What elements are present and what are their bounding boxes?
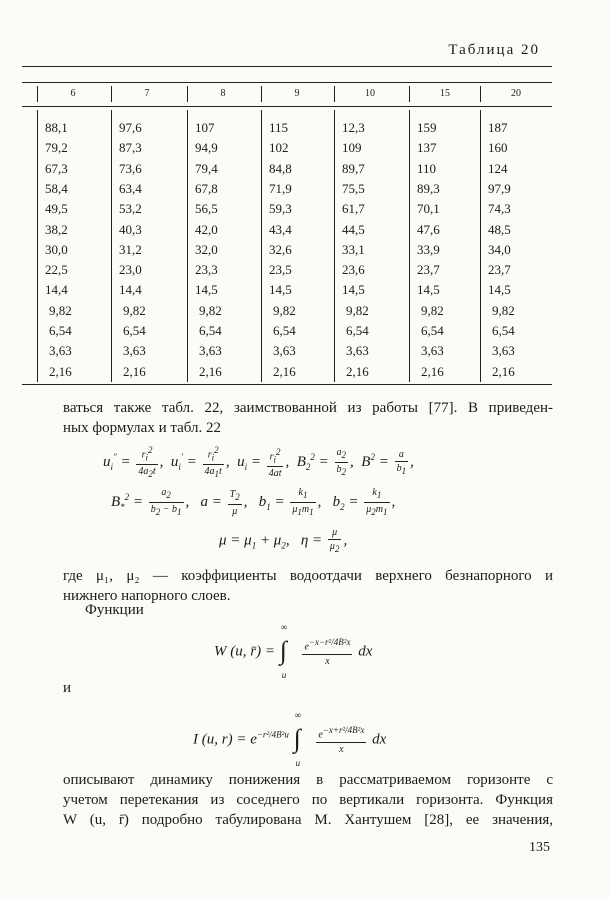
table-cell: 22,5 xyxy=(45,262,68,278)
paragraph-3 xyxy=(63,770,553,830)
column-rule xyxy=(261,86,262,102)
table-cell: 87,3 xyxy=(119,140,142,156)
table-cell: 9,82 xyxy=(199,302,222,318)
table-cell: 12,3 xyxy=(342,120,365,135)
table-cell: 3,63 xyxy=(273,343,296,359)
column-rule xyxy=(37,86,38,102)
table-cell: 124 xyxy=(488,160,508,176)
table-cell: 14,5 xyxy=(488,282,511,298)
paragraph-3-line-2: учетом перетекания из соседнего по вертикали горизонта. Функция xyxy=(63,792,553,808)
column-rule xyxy=(187,86,188,102)
column-rule xyxy=(480,110,481,382)
table-row xyxy=(22,199,552,219)
table-cell: 33,1 xyxy=(342,241,365,257)
table-cell: 6,54 xyxy=(123,323,146,338)
table-row xyxy=(22,301,552,321)
table-cell: 40,3 xyxy=(119,221,142,237)
paragraph-1 xyxy=(63,398,553,438)
table-cell: 23,5 xyxy=(269,262,292,278)
column-rule xyxy=(334,110,335,382)
table-top-rule xyxy=(22,66,552,67)
table-cell: 6,54 xyxy=(199,323,222,338)
column-rule xyxy=(409,86,410,102)
column-header-9: 9 xyxy=(294,88,300,99)
table-row xyxy=(22,159,552,179)
column-header-7: 7 xyxy=(144,88,150,99)
table-cell: 67,3 xyxy=(45,160,68,176)
table-cell: 102 xyxy=(269,140,289,156)
table-row xyxy=(22,240,552,260)
table-cell: 6,54 xyxy=(421,323,444,338)
table-cell: 59,3 xyxy=(269,201,292,217)
table-cell: 89,3 xyxy=(417,180,440,196)
table-cell: 3,63 xyxy=(199,343,222,359)
paragraph-2-line-1: где μ₁, μ₂ — коэффициенты водоотдачи верхнего безнапорного и xyxy=(63,568,553,584)
table-cell: 14,5 xyxy=(342,282,365,298)
table-cell: 32,6 xyxy=(269,241,292,257)
table-cell: 31,2 xyxy=(119,241,142,257)
table-row xyxy=(22,280,552,300)
table-cell: 44,5 xyxy=(342,221,365,237)
table-cell: 32,0 xyxy=(195,241,218,257)
page-number: 135 xyxy=(529,840,550,855)
table-cell: 3,63 xyxy=(421,343,444,359)
table-cell: 63,4 xyxy=(119,180,142,196)
table-cell: 94,9 xyxy=(195,140,218,156)
table-cell: 9,82 xyxy=(123,302,146,318)
table-cell: 9,82 xyxy=(421,302,444,318)
table-cell: 61,7 xyxy=(342,201,365,217)
table-cell: 2,16 xyxy=(49,363,72,379)
table-cell: 30,0 xyxy=(45,241,68,257)
table-cell: 3,63 xyxy=(123,343,146,359)
table-cell: 42,0 xyxy=(195,221,218,237)
paragraph-2 xyxy=(63,566,553,606)
table-cell: 58,4 xyxy=(45,180,68,196)
table-cell: 160 xyxy=(488,140,508,156)
table-cell: 2,16 xyxy=(123,363,146,379)
table-cell: 33,9 xyxy=(417,241,440,257)
table-cell: 56,5 xyxy=(195,201,218,217)
column-header-10: 10 xyxy=(365,88,375,99)
table-cell: 23,6 xyxy=(342,262,365,278)
column-rule xyxy=(480,86,481,102)
equation-i-function: I (u, $r) = e^{-r^2/4B^2u}$ ∞ ∫ u $\frac{e^{-x+r^2/4B^2x}}{x}$ dx xyxy=(193,710,387,768)
table-cell: 14,5 xyxy=(417,282,440,298)
table-cell: 2,16 xyxy=(273,363,296,379)
table-cell: 23,0 xyxy=(119,262,142,278)
table-cell: 88,1 xyxy=(45,120,68,135)
table-row xyxy=(22,362,552,382)
table-cell: 89,7 xyxy=(342,160,365,176)
table-cell: 97,9 xyxy=(488,180,511,196)
table-cell: 67,8 xyxy=(195,180,218,196)
table-cell: 107 xyxy=(195,120,215,135)
table-cell: 14,4 xyxy=(119,282,142,298)
table-cell: 6,54 xyxy=(492,323,515,338)
table-cell: 84,8 xyxy=(269,160,292,176)
table-cell: 43,4 xyxy=(269,221,292,237)
table-bottom-rule xyxy=(22,384,552,385)
table-cell: 3,63 xyxy=(346,343,369,359)
table-cell: 2,16 xyxy=(346,363,369,379)
table-cell: 48,5 xyxy=(488,221,511,237)
table-cell: 73,6 xyxy=(119,160,142,176)
column-header-20: 20 xyxy=(511,88,521,99)
column-header-15: 15 xyxy=(440,88,450,99)
table-cell: 9,82 xyxy=(273,302,296,318)
table-row xyxy=(22,220,552,240)
equation-b-definitions: $B_*^2$ = $\frac{a_2}{b_2 - b_1}$ , a = $\frac{T_2}{\mu}$ , $b_1$ = $\frac{k_1}{\mu_1m_1}$ , $b_2$ = $\frac{k_1}{\mu_2m_1}$ , xyxy=(111,487,396,517)
table-cell: 3,63 xyxy=(492,343,515,359)
table-row xyxy=(22,321,552,341)
and-label: и xyxy=(63,680,72,696)
table-cell: 38,2 xyxy=(45,221,68,237)
table-cell: 3,63 xyxy=(49,343,72,359)
column-rule xyxy=(187,110,188,382)
table-cell: 187 xyxy=(488,120,508,135)
table-cell: 9,82 xyxy=(492,302,515,318)
table-cell: 49,5 xyxy=(45,201,68,217)
table-cell: 47,6 xyxy=(417,221,440,237)
paragraph-3-line-1: описывают динамику понижения в рассматриваемом горизонте с xyxy=(63,772,553,788)
table-cell: 34,0 xyxy=(488,241,511,257)
table-cell: 6,54 xyxy=(346,323,369,338)
table-cell: 23,7 xyxy=(488,262,511,278)
table-header-bottom-rule xyxy=(22,106,552,107)
table-header xyxy=(22,84,552,104)
table-header-top-rule xyxy=(22,82,552,83)
table-cell: 9,82 xyxy=(49,302,72,318)
table-cell: 2,16 xyxy=(199,363,222,379)
column-rule xyxy=(111,86,112,102)
table-cell: 109 xyxy=(342,140,362,156)
table-row xyxy=(22,260,552,280)
table-cell: 110 xyxy=(417,160,437,176)
table-cell: 14,4 xyxy=(45,282,68,298)
table-cell: 79,2 xyxy=(45,140,68,156)
table-cell: 115 xyxy=(269,120,289,135)
paragraph-3-line-3: W (u, r̄) подробно табулирована М. Хантушем [28], ее значения, xyxy=(63,812,553,828)
paragraph-1-line-1: ваться также табл. 22, заимствованной из работы [77]. В приведен- xyxy=(63,400,553,416)
table-cell: 9,82 xyxy=(346,302,369,318)
equation-u-definitions: $u_i''$ = $\frac{r_i^2}{4a_2t}$ , $u_i'$ = $\frac{r_i^2}{4a_1t}$ , $u_i$ = $\frac{r_i^2}{4at}$ , $B_2^2$ = $\frac{a_2}{b_2}$ , $B^2$ = $\frac{a}{b_1}$ , xyxy=(103,445,414,480)
column-rule xyxy=(409,110,410,382)
paragraph-1-line-2: ных формулах и табл. 22 xyxy=(63,420,221,436)
table-cell: 23,3 xyxy=(195,262,218,278)
table-cell: 137 xyxy=(417,140,437,156)
column-rule xyxy=(37,110,38,382)
table-row xyxy=(22,341,552,361)
table-cell: 6,54 xyxy=(273,323,296,338)
column-header-6: 6 xyxy=(70,88,76,99)
paragraph-2-line-2: нижнего напорного слоев. xyxy=(63,588,231,604)
table-cell: 71,9 xyxy=(269,180,292,196)
table-row xyxy=(22,179,552,199)
table-cell: 14,5 xyxy=(269,282,292,298)
table-cell: 97,6 xyxy=(119,120,142,135)
column-rule xyxy=(111,110,112,382)
table-row xyxy=(22,138,552,158)
table-cell: 79,4 xyxy=(195,160,218,176)
equation-w-function: W (u, r̄) = ∞ ∫ u $\frac{e^{-x-r^2/4B^2x}}{x}$ dx xyxy=(214,622,373,680)
column-rule xyxy=(261,110,262,382)
table-row xyxy=(22,118,552,138)
table-cell: 159 xyxy=(417,120,437,135)
table-cell: 53,2 xyxy=(119,201,142,217)
table-cell: 70,1 xyxy=(417,201,440,217)
column-header-8: 8 xyxy=(220,88,226,99)
column-rule xyxy=(334,86,335,102)
table-caption: Таблица 20 xyxy=(448,42,540,58)
table-cell: 23,7 xyxy=(417,262,440,278)
table-cell: 6,54 xyxy=(49,323,72,338)
table-cell: 2,16 xyxy=(421,363,444,379)
equation-mu-eta: $\mu = \mu_1 + \mu_2$, η = $\frac{\mu}{\mu_2}$ , xyxy=(219,527,348,554)
table-cell: 2,16 xyxy=(492,363,515,379)
table-cell: 75,5 xyxy=(342,180,365,196)
functions-label: Функции xyxy=(85,602,144,618)
table-cell: 14,5 xyxy=(195,282,218,298)
table-cell: 74,3 xyxy=(488,201,511,217)
